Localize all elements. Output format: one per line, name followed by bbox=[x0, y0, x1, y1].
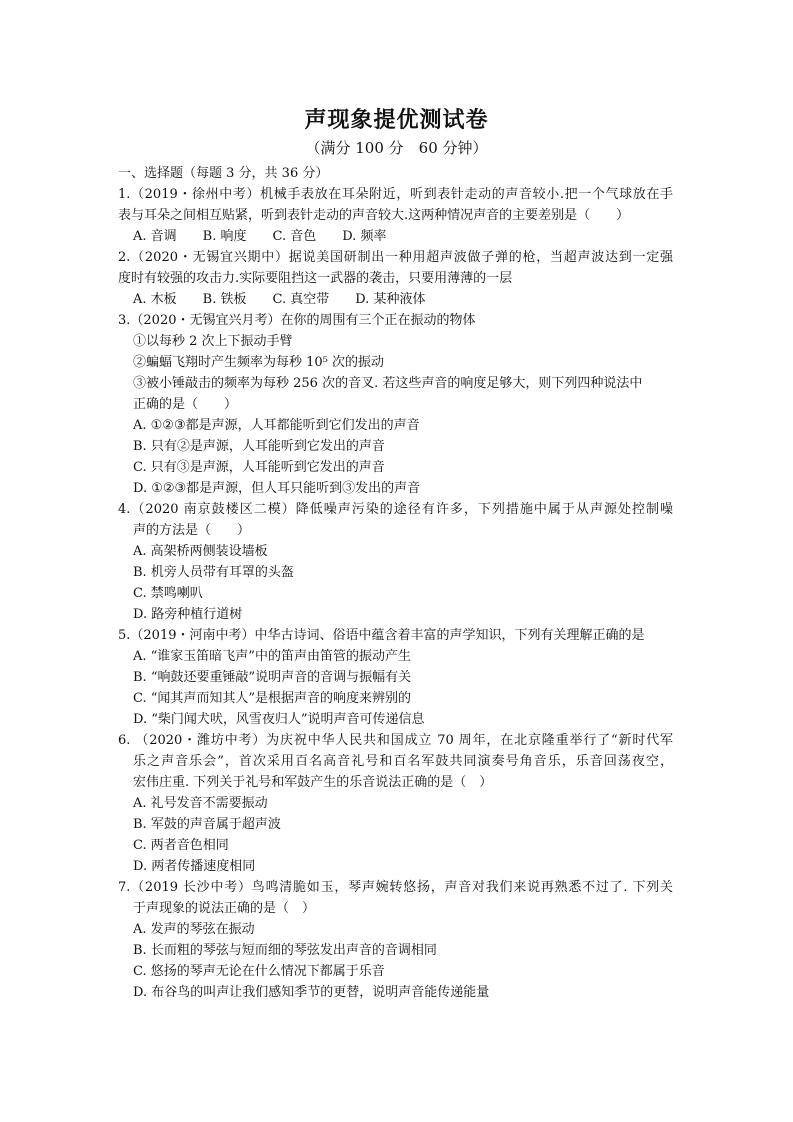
question-3-stem-line-3: ②蝙蝠飞翔时产生频率为每秒 10⁵ 次的振动 bbox=[133, 355, 385, 370]
question-6-stem-line-2: 乐之声音乐会”，首次采用百名高音礼号和百名军鼓共同演奏号角音乐，乐音回荡夜空， bbox=[133, 754, 673, 769]
question-1-stem-line-1: 1.（2019・徐州中考）机械手表放在耳朵附近，听到表针走动的声音较小.把一个气球放在手 bbox=[118, 187, 673, 202]
question-2-stem-line-2: 度时有较强的攻击力.实际要阻挡这一武器的袭击，只要用薄薄的一层 bbox=[118, 271, 513, 286]
question-6-option-c: C. 两者音色相同 bbox=[133, 838, 229, 853]
question-3-option-a: A. ①②③都是声源，人耳都能听到它们发出的声音 bbox=[133, 418, 420, 433]
question-6-option-b: B. 军鼓的声音属于超声波 bbox=[133, 817, 281, 832]
question-6-option-a: A. 礼号发音不需要振动 bbox=[133, 796, 268, 811]
question-4-option-c: C. 禁鸣喇叭 bbox=[133, 586, 203, 601]
question-3-option-c: C. 只有③是声源，人耳能听到它发出的声音 bbox=[133, 460, 385, 475]
question-2-options: A. 木板 B. 铁板 C. 真空带 D. 某种液体 bbox=[133, 292, 426, 307]
question-5-option-b: B. “响鼓还要重锤敲”说明声音的音调与振幅有关 bbox=[133, 670, 412, 685]
question-3-stem-line-4: ③被小锤敲击的频率为每秒 256 次的音叉. 若这些声音的响度足够大，则下列四种说法中 bbox=[133, 376, 643, 391]
question-5-stem-line-1: 5.（2019・河南中考）中华古诗词、俗语中蕴含着丰富的声学知识，下列有关理解正确的是 bbox=[118, 628, 645, 643]
question-4-option-d: D. 路旁种植行道树 bbox=[133, 607, 243, 622]
question-5-option-a: A. “谁家玉笛暗飞声”中的笛声由笛管的振动产生 bbox=[133, 649, 411, 664]
page-title: 声现象提优测试卷 bbox=[304, 108, 489, 133]
question-3-stem-line-1: 3.（2020・无锡宜兴月考）在你的周围有三个正在振动的物体 bbox=[118, 313, 476, 328]
question-7-option-c: C. 悠扬的琴声无论在什么情况下都属于乐音 bbox=[133, 964, 385, 979]
question-6-stem-line-1: 6. （2020・潍坊中考）为庆祝中华人民共和国成立 70 周年，在北京隆重举行了“新时代军 bbox=[118, 733, 673, 748]
question-4-option-a: A. 高架桥两侧装设墙板 bbox=[133, 544, 268, 559]
section-heading: 一、选择题（每题 3 分，共 36 分） bbox=[118, 166, 329, 181]
question-5-option-d: D. “柴门闻犬吠，风雪夜归人”说明声音可传递信息 bbox=[133, 712, 425, 727]
question-3-stem-line-5: 正确的是（ ） bbox=[133, 397, 238, 412]
question-1-options: A. 音调 B. 响度 C. 音色 D. 频率 bbox=[133, 229, 387, 244]
question-3-option-d: D. ①②③都是声源，但人耳只能听到③发出的声音 bbox=[133, 481, 421, 496]
question-7-option-b: B. 长而粗的琴弦与短而细的琴弦发出声音的音调相同 bbox=[133, 943, 437, 958]
question-3-stem-line-2: ①以每秒 2 次上下振动手臂 bbox=[133, 334, 293, 349]
question-5-option-c: C. “闻其声而知其人”是根据声音的响度来辨别的 bbox=[133, 691, 412, 706]
question-1-stem-line-2: 表与耳朵之间相互贴紧，听到表针走动的声音较大.这两种情况声音的主要差别是（ ） bbox=[118, 208, 630, 223]
question-4-option-b: B. 机旁人员带有耳罩的头盔 bbox=[133, 565, 294, 580]
question-2-stem-line-1: 2.（2020・无锡宜兴期中）据说美国研制出一种用超声波做子弹的枪，当超声波达到一定强 bbox=[118, 250, 673, 265]
question-3-option-b: B. 只有②是声源，人耳能听到它发出的声音 bbox=[133, 439, 385, 454]
page-subtitle: （满分 100 分 60 分钟） bbox=[305, 139, 488, 157]
question-7-option-a: A. 发声的琴弦在振动 bbox=[133, 922, 255, 937]
question-6-option-d: D. 两者传播速度相同 bbox=[133, 859, 256, 874]
question-7-option-d: D. 布谷鸟的叫声让我们感知季节的更替，说明声音能传递能量 bbox=[133, 985, 490, 1000]
question-4-stem-line-1: 4.（2020 南京鼓楼区二模）降低噪声污染的途径有许多，下列措施中属于从声源处控制噪 bbox=[118, 502, 673, 517]
question-7-stem-line-2: 于声现象的说法正确的是（ ） bbox=[133, 901, 316, 916]
question-4-stem-line-2: 声的方法是（ ） bbox=[133, 523, 251, 538]
question-7-stem-line-1: 7.（2019 长沙中考）鸟鸣清脆如玉，琴声婉转悠扬，声音对我们来说再熟悉不过了. 下列关 bbox=[118, 880, 673, 895]
question-6-stem-line-3: 宏伟庄重. 下列关于礼号和军鼓产生的乐音说法正确的是（ ） bbox=[133, 775, 493, 790]
